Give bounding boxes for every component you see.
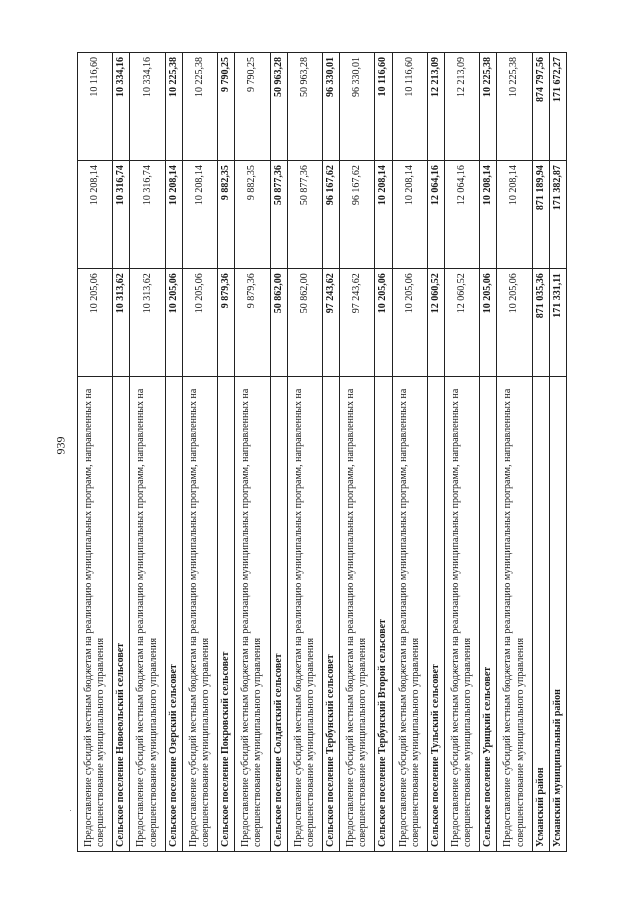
row-value-2-cell: 50 877,36 xyxy=(270,161,287,269)
row-value-2-cell: 10 208,14 xyxy=(375,161,392,269)
row-value-3-cell: 171 672,27 xyxy=(549,53,566,161)
row-value-1-cell: 10 205,06 xyxy=(392,269,427,377)
rotated-table-container xyxy=(77,52,567,852)
row-value-3-cell: 10 225,38 xyxy=(165,53,182,161)
row-name-cell: Сельское поселение Солдатский сельсовет xyxy=(270,377,287,852)
row-value-2-cell: 10 208,14 xyxy=(480,161,497,269)
table-row-section xyxy=(113,53,130,852)
row-value-3-cell: 10 334,16 xyxy=(130,53,165,161)
table-row xyxy=(235,53,270,852)
row-value-1-cell: 10 205,06 xyxy=(78,269,113,377)
row-name-cell: Предоставление субсидий местным бюджетам на реализацию муниципальных программ, направленных на совершенствование муниципального управления xyxy=(130,377,165,852)
row-value-2-cell: 10 208,14 xyxy=(392,161,427,269)
row-value-1-cell: 9 879,36 xyxy=(235,269,270,377)
row-value-2-cell: 9 882,35 xyxy=(218,161,235,269)
row-value-3-cell: 96 330,01 xyxy=(340,53,375,161)
row-value-2-cell: 10 208,14 xyxy=(165,161,182,269)
row-name-cell: Сельское поселение Тербунский сельсовет xyxy=(323,377,340,852)
row-value-1-cell: 97 243,62 xyxy=(340,269,375,377)
table-row-section xyxy=(549,53,566,852)
row-value-3-cell: 10 116,60 xyxy=(392,53,427,161)
table-row-section xyxy=(218,53,235,852)
row-name-cell: Предоставление субсидий местным бюджетам на реализацию муниципальных программ, направленных на совершенствование муниципального управления xyxy=(78,377,113,852)
row-name-cell: Предоставление субсидий местным бюджетам на реализацию муниципальных программ, направленных на совершенствование муниципального управления xyxy=(497,377,532,852)
row-value-1-cell: 10 205,06 xyxy=(497,269,532,377)
row-value-1-cell: 10 205,06 xyxy=(375,269,392,377)
row-value-1-cell: 171 331,11 xyxy=(549,269,566,377)
row-value-3-cell: 50 963,28 xyxy=(287,53,322,161)
table-row xyxy=(444,53,479,852)
row-name-cell: Сельское поселение Покровский сельсовет xyxy=(218,377,235,852)
row-value-3-cell: 12 213,09 xyxy=(427,53,444,161)
row-value-3-cell: 12 213,09 xyxy=(444,53,479,161)
row-value-3-cell: 10 225,38 xyxy=(480,53,497,161)
table-row-section xyxy=(532,53,549,852)
row-name-cell: Предоставление субсидий местным бюджетам на реализацию муниципальных программ, направленных на совершенствование муниципального управления xyxy=(182,377,217,852)
row-value-2-cell: 9 882,35 xyxy=(235,161,270,269)
scan-speck xyxy=(70,810,71,811)
row-value-3-cell: 10 116,60 xyxy=(78,53,113,161)
row-value-2-cell: 12 064,16 xyxy=(427,161,444,269)
page-number: 939 xyxy=(53,436,68,455)
row-name-cell: Усманский район xyxy=(532,377,549,852)
table-row xyxy=(340,53,375,852)
row-value-2-cell: 871 189,94 xyxy=(532,161,549,269)
row-value-1-cell: 10 205,06 xyxy=(182,269,217,377)
row-value-3-cell: 9 790,25 xyxy=(235,53,270,161)
row-value-3-cell: 874 797,56 xyxy=(532,53,549,161)
row-value-2-cell: 12 064,16 xyxy=(444,161,479,269)
table-row-section xyxy=(270,53,287,852)
row-value-1-cell: 12 060,52 xyxy=(427,269,444,377)
row-name-cell: Предоставление субсидий местным бюджетам на реализацию муниципальных программ, направленных на совершенствование муниципального управления xyxy=(287,377,322,852)
row-value-2-cell: 10 316,74 xyxy=(130,161,165,269)
subsidy-table xyxy=(77,52,567,852)
row-value-3-cell: 50 963,28 xyxy=(270,53,287,161)
row-name-cell: Предоставление субсидий местным бюджетам на реализацию муниципальных программ, направленных на совершенствование муниципального управления xyxy=(392,377,427,852)
row-value-2-cell: 96 167,62 xyxy=(340,161,375,269)
row-value-3-cell: 10 116,60 xyxy=(375,53,392,161)
row-value-2-cell: 10 208,14 xyxy=(182,161,217,269)
table-row-section xyxy=(375,53,392,852)
table-row xyxy=(78,53,113,852)
table-row-section xyxy=(165,53,182,852)
row-value-1-cell: 10 313,62 xyxy=(113,269,130,377)
table-row-section xyxy=(480,53,497,852)
table-row xyxy=(287,53,322,852)
row-value-2-cell: 96 167,62 xyxy=(323,161,340,269)
row-name-cell: Сельское поселение Новоеольский сельсовет xyxy=(113,377,130,852)
row-value-3-cell: 10 225,38 xyxy=(182,53,217,161)
row-value-3-cell: 96 330,01 xyxy=(323,53,340,161)
row-value-1-cell: 50 862,00 xyxy=(270,269,287,377)
table-row xyxy=(130,53,165,852)
row-name-cell: Сельское поселение Урицкий сельсовет xyxy=(480,377,497,852)
row-value-1-cell: 10 205,06 xyxy=(480,269,497,377)
row-value-1-cell: 871 035,36 xyxy=(532,269,549,377)
row-name-cell: Усманский муниципальный район xyxy=(549,377,566,852)
table-row xyxy=(182,53,217,852)
table-row-section xyxy=(427,53,444,852)
row-value-1-cell: 10 313,62 xyxy=(130,269,165,377)
row-name-cell: Сельское поселение Озерский сельсовет xyxy=(165,377,182,852)
row-value-2-cell: 10 316,74 xyxy=(113,161,130,269)
row-value-3-cell: 10 225,38 xyxy=(497,53,532,161)
row-name-cell: Сельское поселение Тульский сельсовет xyxy=(427,377,444,852)
row-name-cell: Предоставление субсидий местным бюджетам на реализацию муниципальных программ, направленных на совершенствование муниципального управления xyxy=(235,377,270,852)
subsidy-table-body xyxy=(78,53,567,852)
row-value-1-cell: 12 060,52 xyxy=(444,269,479,377)
row-value-1-cell: 9 879,36 xyxy=(218,269,235,377)
row-name-cell: Сельское поселение Тербунский Второй сельсовет xyxy=(375,377,392,852)
row-value-1-cell: 50 862,00 xyxy=(287,269,322,377)
row-value-3-cell: 9 790,25 xyxy=(218,53,235,161)
row-name-cell: Предоставление субсидий местным бюджетам на реализацию муниципальных программ, направленных на совершенствование муниципального управления xyxy=(444,377,479,852)
row-value-2-cell: 50 877,36 xyxy=(287,161,322,269)
row-value-3-cell: 10 334,16 xyxy=(113,53,130,161)
row-value-1-cell: 10 205,06 xyxy=(165,269,182,377)
row-value-2-cell: 171 382,87 xyxy=(549,161,566,269)
row-value-2-cell: 10 208,14 xyxy=(497,161,532,269)
row-value-2-cell: 10 208,14 xyxy=(78,161,113,269)
table-row-section xyxy=(323,53,340,852)
table-row xyxy=(392,53,427,852)
row-value-1-cell: 97 243,62 xyxy=(323,269,340,377)
table-row xyxy=(497,53,532,852)
row-name-cell: Предоставление субсидий местным бюджетам на реализацию муниципальных программ, направленных на совершенствование муниципального управления xyxy=(340,377,375,852)
